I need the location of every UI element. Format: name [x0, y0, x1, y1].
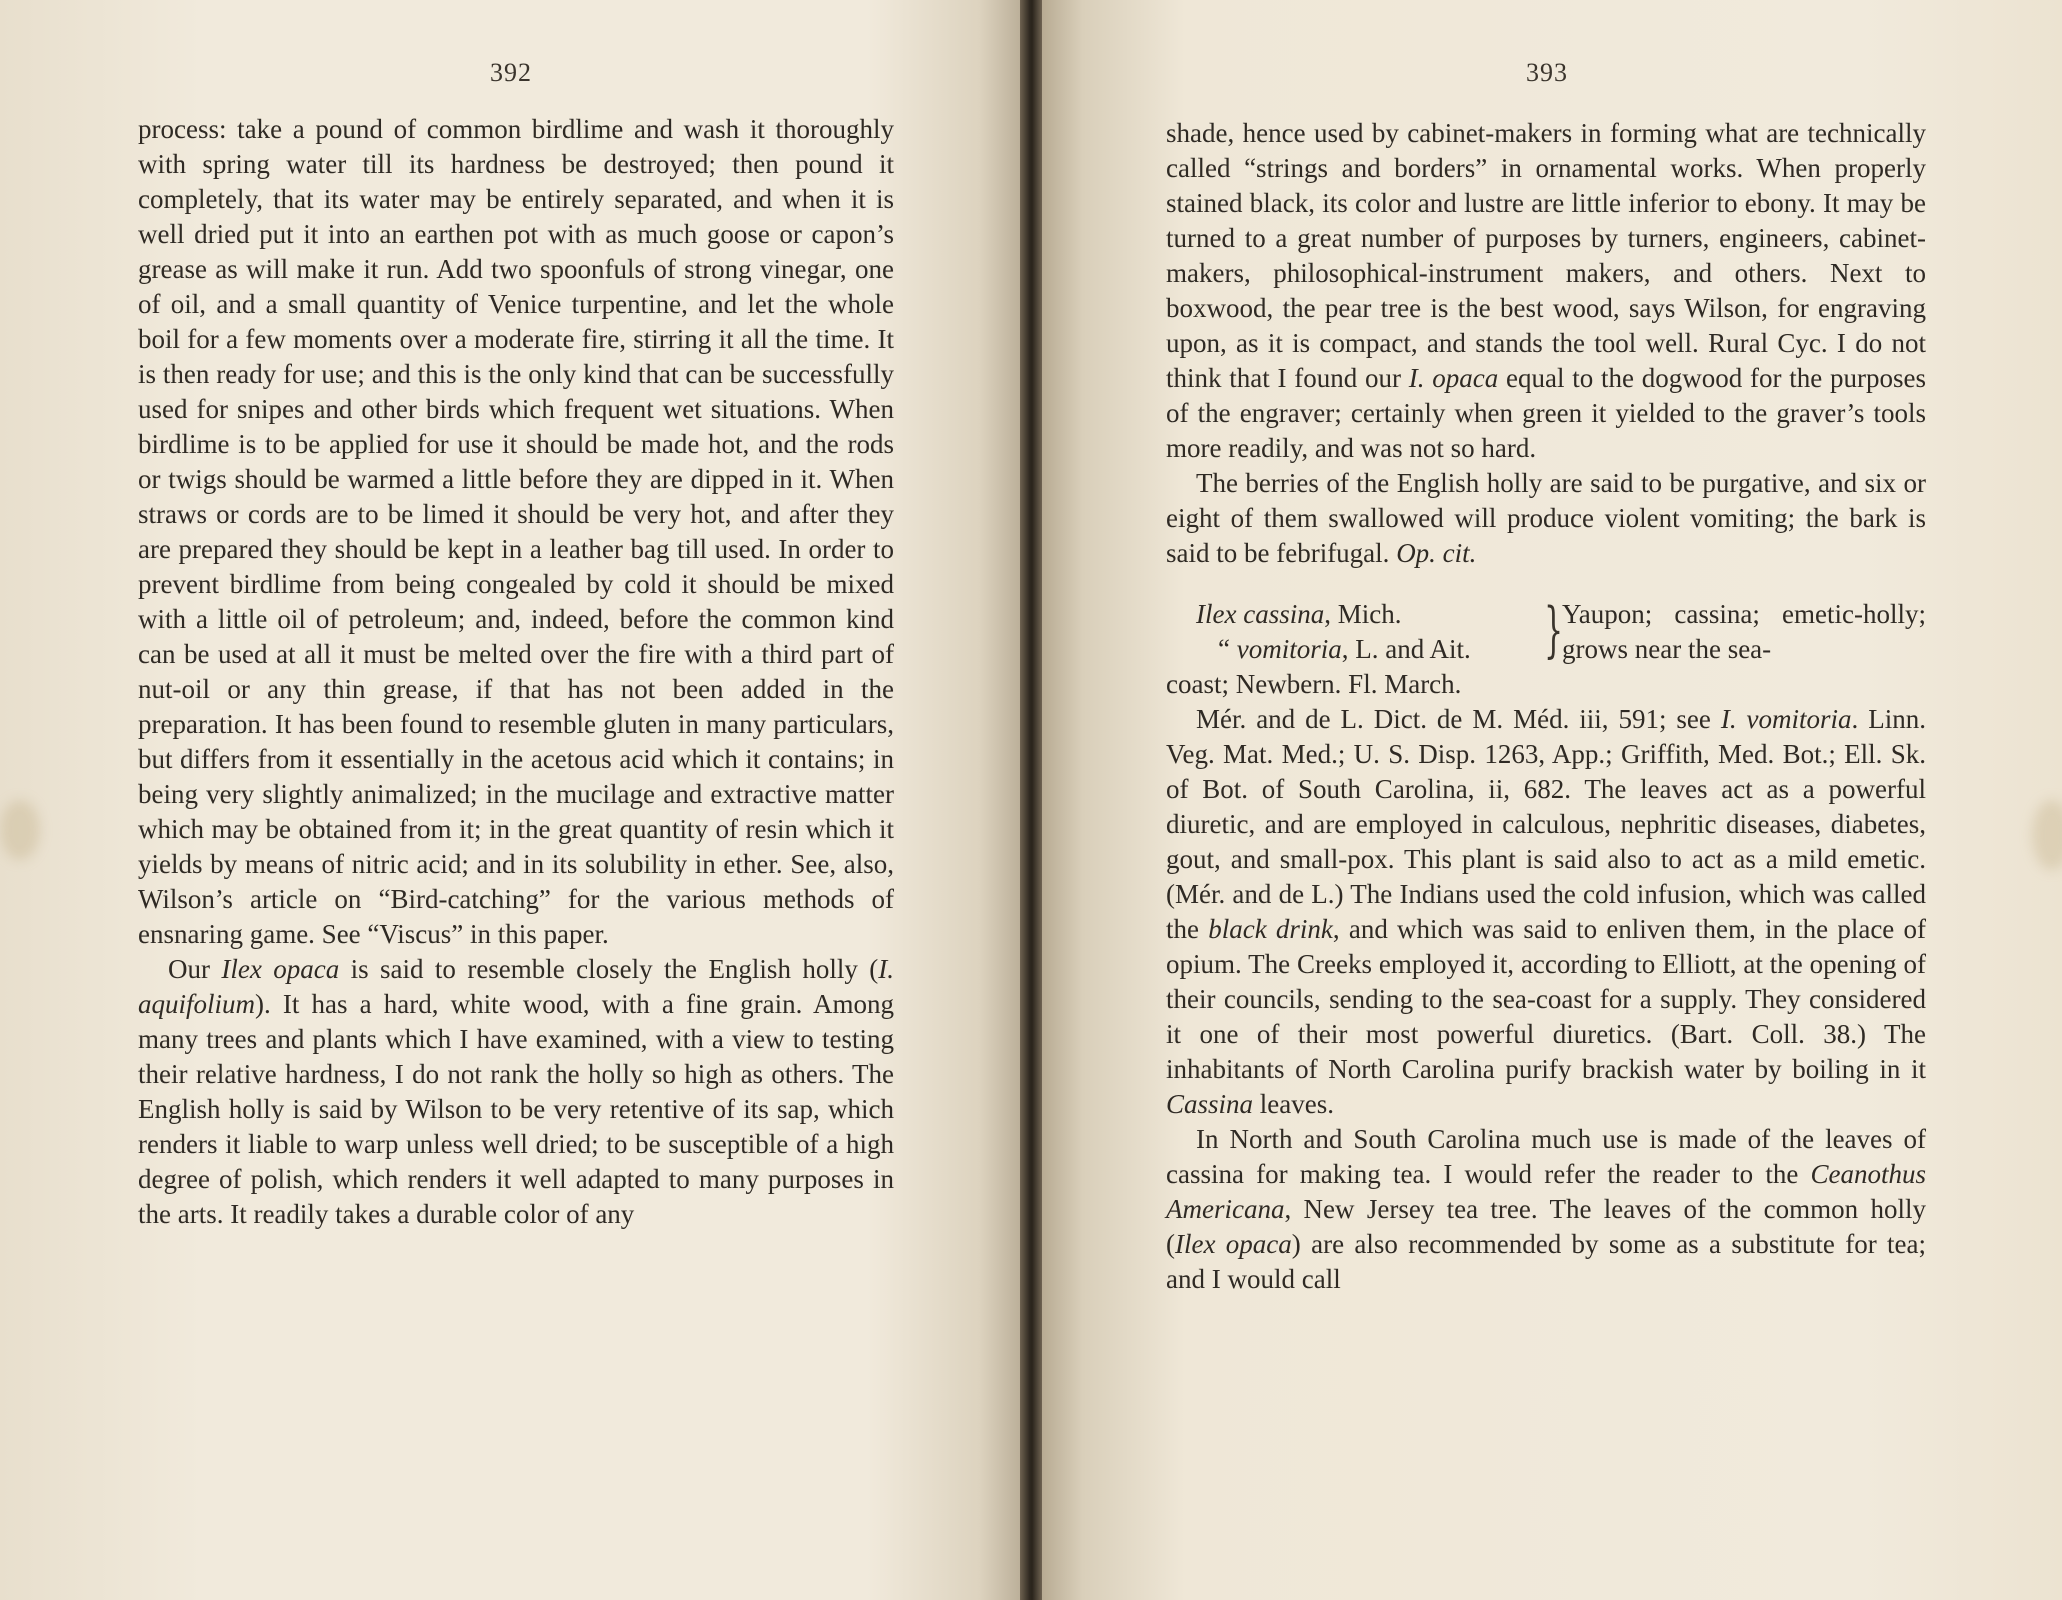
taxon-name: I. opaca: [1408, 363, 1499, 393]
brace-glyph: }: [1544, 595, 1564, 665]
paragraph: shade, hence used by cabinet-makers in forming what are technically called “strings and borders” in ornamental works. When properly stained black, its color and lustre are little inferior to ebony. It may be turned to a great number of purposes by turners, engineers, cabinet-makers, philosophical-instrument makers, and others. Next to boxwood, the pear tree is the best wood, says Wilson, for engraving upon, as it is compact, and stands the tool well. Rural Cyc. I do not think that I found our I. opaca equal to the dogwood for the purposes of the engraver; certainly when green it yielded to the graver’s tools more readily, and was not so hard.: [1166, 118, 1926, 463]
paragraph: Mér. and de L. Dict. de M. Méd. iii, 591; see I. vomitoria. Linn. Veg. Mat. Med.; U. S. Disp. 1263, App.; Griffith, Med. Bot.; Ell. Sk. of Bot. of South Carolina, ii, 682. The leaves act as a powerful diuretic, and are employed in calculous, nephritic diseases, diabetes, gout, and small-pox. This plant is said also to act as a mild emetic. (Mér. and de L.) The Indians used the cold infusion, which was called the black drink, and which was said to enliven them, in the place of opium. The Creeks employed it, according to Elliott, at the opening of their councils, sending to the sea-coast for a supply. They considered it one of their most powerful diuretics. (Bart. Coll. 38.) The inhabitants of North Carolina purify brackish water by boiling in it Cassina leaves.: [1166, 704, 1926, 1119]
taxon-name: Ilex opaca: [1175, 1229, 1292, 1259]
paragraph: process: take a pound of common birdlime and wash it thoroughly with spring water till its hardness be destroyed; then pound it completely, that its water may be entirely separated, and when it is well dried put it into an earthen pot with as much goose or capon’s grease as will make it run. Add two spoonfuls of strong vinegar, one of oil, and a small quantity of Venice turpentine, and let the whole boil for a few moments over a moderate fire, stirring it all the time. It is then ready for use; and this is the only kind that can be successfully used for snipes and other birds which frequent wet situations. When birdlime is to be applied for use it should be made hot, and the rods or twigs should be warmed a little before they are dipped in it. When straws or cords are to be limed it should be very hot, and after they are prepared they should be kept in a leather bag till used. In order to prevent birdlime from being congealed by cold it should be mixed with a little oil of petroleum; and, indeed, before the common kind can be used at all it must be melted over the fire with a third part of nut-oil or any thin grease, if that has not been added in the preparation. It has been found to resemble gluten in many particulars, but differs from it essentially in the acetous acid which it contains; in being very slightly animalized; in the mucilage and extractive matter which may be obtained from it; in the great quantity of resin which it yields by means of nitric acid; and in its solubility in ether. See, also, Wilson’s article on “Bird-catching” for the various methods of ensnaring game. See “Viscus” in this paper.: [138, 114, 894, 949]
species-entry: [1166, 597, 1926, 667]
left-page: [0, 0, 1020, 1600]
emphasis: black drink: [1208, 914, 1333, 944]
species-continuation: coast; Newbern. Fl. March.: [1166, 669, 1462, 699]
taxon-name: I. aquifolium: [138, 954, 894, 1019]
common-names: Yaupon; cassina; emetic-holly; grows near the sea-: [1562, 599, 1926, 664]
paragraph: The berries of the English holly are said to be purgative, and six or eight of them swallowed will produce violent vomiting; the bark is said to be febrifugal. Op. cit.: [1166, 468, 1926, 568]
taxon-name: I. vomitoria: [1720, 704, 1852, 734]
taxon-name: Ceanothus Americana: [1166, 1159, 1926, 1224]
paragraph: Our Ilex opaca is said to resemble closely the English holly (I. aquifolium). It has a hard, white wood, with a fine grain. Among many trees and plants which I have examined, with a view to testing their relative hardness, I do not rank the holly so high as others. The English holly is said by Wilson to be very retentive of its sap, which renders it liable to warp unless well dried; to be susceptible of a high degree of polish, which renders it well adapted to many purposes in the arts. It readily takes a durable color of any: [138, 954, 894, 1229]
taxon-name: vomitoria: [1236, 634, 1342, 664]
species-names: Ilex cassina, Mich. “ vomitoria, L. and Ait.: [1196, 599, 1471, 664]
taxon-name: Cassina: [1166, 1089, 1254, 1119]
ditto-mark: “: [1218, 634, 1230, 664]
page-number-right: 393: [1526, 58, 1568, 87]
left-page-text: [138, 112, 894, 1232]
taxon-name: Ilex cassina: [1196, 599, 1325, 629]
right-page: [1042, 0, 2062, 1600]
citation: Op. cit.: [1396, 538, 1477, 568]
book-gutter: [1020, 0, 1042, 1600]
paper-stain: [2032, 800, 2062, 870]
page-number-left: 392: [490, 58, 532, 87]
paragraph: In North and South Carolina much use is made of the leaves of cassina for making tea. I would refer the reader to the Ceanothus Americana, New Jersey tea tree. The leaves of the common holly (Ilex opaca) are also recommended by some as a substitute for tea; and I would call: [1166, 1124, 1926, 1294]
right-page-text: [1166, 116, 1926, 1297]
paper-stain: [0, 800, 40, 860]
taxon-name: Ilex opaca: [221, 954, 340, 984]
